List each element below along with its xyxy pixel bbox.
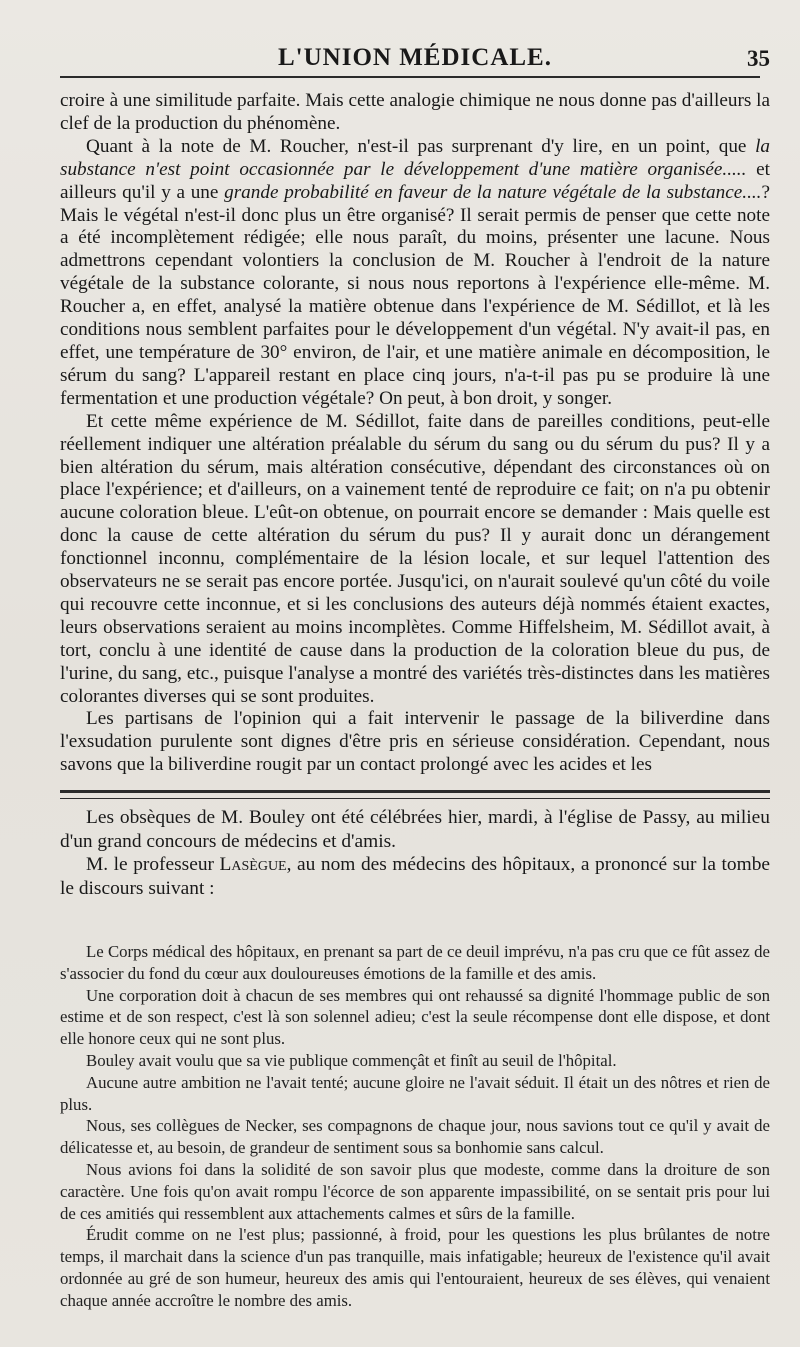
section-divider <box>60 790 770 799</box>
text-run: Quant à la note de M. Roucher, n'est-il pas surprenant d'y lire, en un point, que <box>86 135 756 157</box>
text-run: ?Mais le végétal n'est-il donc plus un être organisé? Il serait permis de penser que cette note a été incomplètement rédigée; elle nous paraît, du moins, présenter une lacune. Nous admettrons cependant volontiers la conclusion de M. Roucher à l'endroit de la nature végétale de la substance colorante, si nous nous reportons à l'expérience elle-même. M. Roucher a, en effet, analysé la matière obtenue dans l'expérience de M. Sédillot, et là les conditions nous semblent parfaites pour le développement d'un végétal. N'y avait-il pas, en effet, une température de 30° environ, de l'air, et une matière animale en décomposition, le sérum du sang? L'appareil restant en place cinq jours, n'a-t-il pas pu se produire là une fermentation et une production végétale? On peut, à bon droit, y songer. <box>60 181 770 409</box>
text-run: M. le professeur <box>86 854 220 876</box>
speaker-name: Lasègue <box>219 854 287 876</box>
text-run: , au nom des médecins des hôpitaux, a prononcé sur la tombe le discours suivant : <box>60 854 770 900</box>
speech-paragraph: Nous, ses collègues de Necker, ses compagnons de chaque jour, nous savions tout ce qu'il y avait de délicatesse et, au besoin, de grandeur de sentiment sous sa bonhomie sans calcul. <box>60 1116 770 1158</box>
header-rule <box>60 76 760 78</box>
paragraph: Les partisans de l'opinion qui a fait intervenir le passage de la biliverdine dans l'exsudation purulente sont dignes d'être pris en sérieuse considération. Cependant, nous savons que la biliverdine rougit par un contact prolongé avec les acides et les <box>60 708 770 776</box>
speech-paragraph: Nous avions foi dans la solidité de son savoir plus que modeste, comme dans la droiture de son caractère. Une fois qu'on avait rompu l'écorce de son apparente impassibilité, on se sentait pris pour lui de ces amitiés qui ressemblent aux attachements calmes et sûrs de la famille. <box>60 1159 770 1223</box>
speech-paragraph: Une corporation doit à chacun de ses membres qui ont rehaussé sa dignité l'hommage public de son estime et de son respect, c'est là son solennel adieu; c'est la seule récompense dont elle dispose, et dont elle honore ceux qui ne sont plus. <box>60 985 770 1049</box>
paragraph: croire à une similitude parfaite. Mais cette analogie chimique ne nous donne pas d'ailleurs la clef de la production du phénomène. <box>60 90 770 134</box>
paragraph <box>60 136 770 411</box>
quoted-passage: la substance n'est point occasionnée par le développement d'une matière organisée..... <box>60 135 770 180</box>
quoted-passage: grande probabilité en faveur de la nature végétale de la substance.... <box>224 181 762 203</box>
obituary-notice <box>60 806 770 901</box>
speech-paragraph: Bouley avait voulu que sa vie publique commençât et finît au seuil de l'hôpital. <box>86 1050 617 1070</box>
speech-paragraph: Le Corps médical des hôpitaux, en prenant sa part de ce deuil imprévu, n'a pas cru que ce fût assez de s'associer du fond du cœur aux douloureuses émotions de la famille et des amis. <box>60 942 770 983</box>
paragraph: Et cette même expérience de M. Sédillot, faite dans de pareilles conditions, peut-elle réellement indiquer une altération préalable du sérum du sang ou du sérum du pus? Il y a bien altération du sérum, mais altération consécutive, dépendant des circonstances où on place l'expérience; et d'ailleurs, on a vainement tenté de reproduire ce fait; on n'a pu obtenir aucune coloration bleue. L'eût-on obtenue, on pourrait encore se demander : Mais quelle est donc la cause de cette altération du sérum du pus? Il y aurait donc un dérangement fonctionnel inconnu, complémentaire de la lésion locale, et sur lequel l'attention des observateurs ne se serait pas encore portée. Jusqu'ici, on n'aurait soulevé qu'un côté du voile qui recouvre cette inconnue, et si les conclusions des auteurs déjà nommés étaient exactes, leurs observations seraient au moins incomplètes. Comme Hiffelsheim, M. Sédillot avait, à tort, conclu à une identité de cause dans la production de la coloration bleue du pus, de l'urine, du sang, etc., puisque l'analyse a montré des variétés très-distinctes dans les matières colorantes diverses qui se sont produites. <box>60 410 770 707</box>
paragraph: Les obsèques de M. Bouley ont été célébrées hier, mardi, à l'église de Passy, au milieu d'un grand concours de médecins et d'amis. <box>60 807 770 852</box>
running-title: L'UNION MÉDICALE. <box>278 44 552 71</box>
paragraph <box>60 853 770 900</box>
funeral-speech <box>60 941 770 1312</box>
page-number: 35 <box>747 46 770 71</box>
speech-paragraph: Érudit comme on ne l'est plus; passionné, à froid, pour les questions les plus brûlantes de notre temps, il marchait dans la science d'un pas tranquille, mais infatigable; heureux de l'existence qu'il avait ordonnée au gré de son humeur, heureux des amis qui l'entouraient, heureux de ses élèves, qui venaient chaque année accroître le nombre des amis. <box>60 1225 770 1310</box>
speech-paragraph: Aucune autre ambition ne l'avait tenté; aucune gloire ne l'avait séduit. Il était un des nôtres et rien de plus. <box>60 1072 770 1114</box>
text-run: et ailleurs qu'il y a une <box>60 158 770 203</box>
article-continuation <box>60 90 770 777</box>
page-header <box>60 36 770 76</box>
